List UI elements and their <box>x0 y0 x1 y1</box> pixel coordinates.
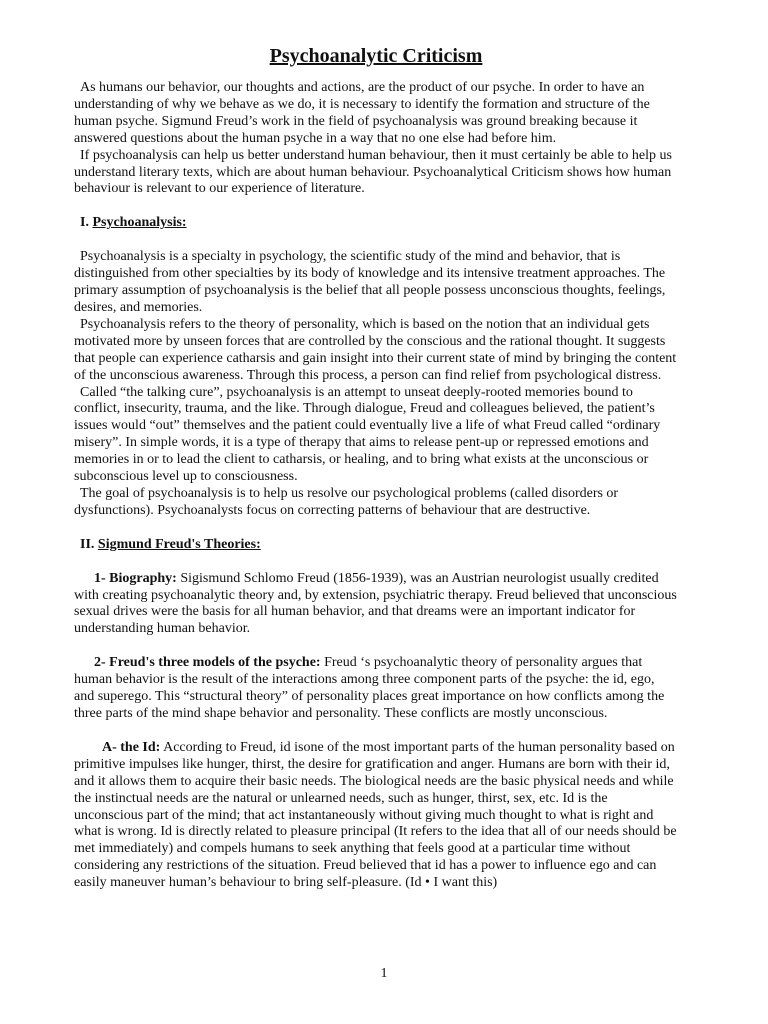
section-2-number: II. <box>80 536 95 552</box>
psyche-models-text: Freud ‘s psychoanalytic theory of personality argues that human behavior is the result of the interactions among three component parts of the psyche: the id, ego, and superego. This “structural theory” of personality places great importance on how conflicts among the three parts of the mind shape behavior and personality. These conflicts are mostly unconscious. <box>74 655 665 721</box>
id-label: A- the Id: <box>102 739 161 755</box>
document-title: Psychoanalytic Criticism <box>269 45 483 67</box>
section-2-title: Sigmund Freud's Theories: <box>97 536 261 552</box>
section-1-heading <box>80 215 678 232</box>
section-1-title: Psychoanalysis: <box>92 215 187 231</box>
biography-label: 1- Biography: <box>94 570 177 586</box>
biography-text: Sigismund Schlomo Freud (1856-1939), was an Austrian neurologist usually credited with creating psychoanalytic theory and, by extension, psychiatric therapy. Freud believed that unconscious sexual drives were the basis for all human behavior, and that dreams were an important indicator for understanding human behavior. <box>74 570 677 637</box>
page-number: 1 <box>380 966 388 981</box>
psyche-models-paragraph <box>74 655 678 723</box>
intro-paragraph-1: As humans our behavior, our thoughts and actions, are the product of our psyche. In order to have an understanding of why we behave as we do, it is necessary to identify the formation and structure of the human psyche. Sigmund Freud’s work in the field of psychoanalysis was ground breaking because it answered questions about the human psyche in a way that no one else had before him. <box>74 80 650 146</box>
biography-paragraph <box>74 571 678 639</box>
section-1-paragraph-4: The goal of psychoanalysis is to help us resolve our psychological problems (called disorders or dysfunctions). Psychoanalysts focus on correcting patterns of behaviour that are destructive. <box>74 485 619 518</box>
section-1-paragraph-1: Psychoanalysis is a specialty in psychology, the scientific study of the mind and behavior, that is distinguished from other specialties by its body of knowledge and its intensive treatment approaches. The primary assumption of psychoanalysis is the belief that all people possess unconscious thoughts, feelings, desires, and memories. <box>74 249 666 315</box>
psyche-models-label: 2- Freud's three models of the psyche: <box>94 655 321 671</box>
intro-paragraph-2: If psychoanalysis can help us better understand human behaviour, then it must certainly be able to help us understand literary texts, which are about human behaviour. Psychoanalytical Criticism shows how human behaviour is relevant to our experience of literature. <box>74 147 672 197</box>
id-text: According to Freud, id isone of the most important parts of the human personality based on primitive impulses like hunger, thirst, the desire for gratification and anger. Humans are born with their id, and it allows them to acquire their basic needs. The biological needs are the basic physical needs and while the instinctual needs are the natural or unlearned needs, such as hunger, thirst, sex, etc. Id is the unconscious part of the mind; that act instantaneously without giving much thought to what is right and what is wrong. Id is directly related to pleasure principal (It refers to the idea that all of our needs should be met immediately) and compels humans to seek anything that feels good at a particular time without considering any restrictions of the situation. Freud believed that id has a power to influence ego and can easily maneuver human’s behaviour to bring self-pleasure. (Id • I want this) <box>74 739 677 891</box>
section-2-heading <box>80 537 678 554</box>
section-1-paragraph-3: Called “the talking cure”, psychoanalysis is an attempt to unseat deeply-rooted memories bound to conflict, insecurity, trauma, and the like. Through dialogue, Freud and colleagues believed, the patient’s issues would “out” themselves and the patient could eventually live a life of what Freud called “ordinary misery”. In simple words, it is a type of therapy that aims to release pent-up or repressed emotions and memories in or to lead the client to catharsis, or healing, and to bring what exists at the unconscious or subconscious level up to consciousness. <box>74 384 661 485</box>
id-paragraph <box>74 740 678 892</box>
section-1-number: I. <box>80 215 89 231</box>
section-1-paragraph-2: Psychoanalysis refers to the theory of personality, which is based on the notion that an individual gets motivated more by unseen forces that are controlled by the conscious and the rational thought. It suggests that people can experience catharsis and gain insight into their current state of mind by bringing the content of the unconscious awareness. Through this process, a person can find relief from psychological distress. <box>74 316 677 383</box>
